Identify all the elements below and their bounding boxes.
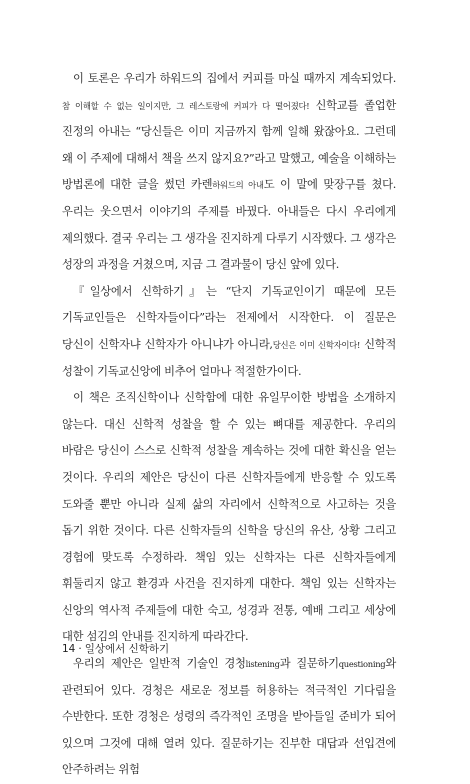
paragraph-4-term-questioning: questioning <box>338 659 386 670</box>
paragraph-2-text-c: 신학적 성찰이 기독교신앙에 비추어 얼마나 적절한가이다. <box>62 337 396 378</box>
paragraph-3: 이 책은 조직신학이나 신학함에 대한 유일무이한 방법을 소개하지 않는다. 대신 신학적 성찰을 할 수 있는 뼈대를 제공한다. 우리의 바람은 당신이 스스로 신학적 성찰을 계속하는 것에 대한 확신을 얻는 것이다. 우리의 제안은 당신이 다른 신학자들에게 반응할 수 있도록 도와줄 뿐만 아니라 실제 삶의 자리에서 신학적으로 사고하는 것을 돕기 위한 것이다. 다른 신학자들의 신학을 당신의 유산, 상황 그리고 경험에 맞도록 수정하라. 책임 있는 신학자는 다른 신학자들에게 휘둘리지 않고 환경과 사건을 진지하게 대한다. 책임 있는 신학자는 신앙의 역사적 주제들에 대한 숙고, 성경과 전통, 예배 그리고 세상에 대한 섬김의 안내를 진지하게 따라간다. <box>62 391 396 644</box>
page-body <box>62 66 396 784</box>
paragraph-4-text-a: 우리의 제안은 일반적 기술인 경청 <box>73 657 246 671</box>
paragraph-4-text-e: 와 관련되어 있다. 경청은 새로운 정보를 허용하는 적극적인 기다림을 수반한다. 또한 경청은 성령의 즉각적인 조명을 받아들일 준비가 되어 있으며 그것에 대해 열려 있다. 질문하기는 진부한 대답과 선입견에 안주하려는 위험 <box>62 657 396 777</box>
paragraph-2-aside: 당신은 이미 신학자이다! <box>272 339 361 350</box>
paragraph-1-text-a: 이 토론은 우리가 하워드의 집에서 커피를 마실 때까지 계속되었다. <box>73 72 396 85</box>
page-number: 14 <box>62 643 76 655</box>
paragraph-1-text-e: 도 이 말에 맞장구를 쳤다. 우리는 웃으면서 이야기의 주제를 바꿨다. 아내들은 다시 우리에게 제의했다. 결국 우리는 그 생각을 진지하게 다루기 시작했다. 그 생각은 성장의 과정을 거쳤으며, 지금 그 결과물이 당신 앞에 있다. <box>62 178 396 272</box>
paragraph-4 <box>62 651 396 784</box>
footer-separator: · <box>78 643 82 655</box>
paragraph-1-text-c: 신학교를 졸업한 진정의 아내는 “당신들은 이미 지금까지 함께 일해 왔잖아요. 그런데 왜 이 주제에 대해서 책을 쓰지 않지요?”라고 말했고, 예술을 이해하는 방법론에 대한 글을 썼던 카렌 <box>62 98 396 192</box>
paragraph-2 <box>62 279 396 385</box>
paragraph-1 <box>62 66 396 279</box>
page-footer <box>62 641 169 656</box>
paragraph-1-aside: 참 이해할 수 없는 일이지만, 그 레스토랑에 커피가 다 떨어졌다! <box>62 100 310 111</box>
paragraph-4-term-listening: listening <box>245 659 280 670</box>
paragraph-1-gloss: 하워드의 아내 <box>212 180 264 191</box>
running-title: 일상에서 신학하기 <box>84 643 170 655</box>
paragraph-2-text-a: 『일상에서 신학하기』는 “단지 기독교인이기 때문에 모든 기독교인들은 신학자들이다”라는 전제에서 시작한다. 이 질문은 당신이 신학자냐 신학자가 아니냐가 아니라, <box>62 284 396 351</box>
paragraph-4-text-c: 과 질문하기 <box>279 657 339 671</box>
